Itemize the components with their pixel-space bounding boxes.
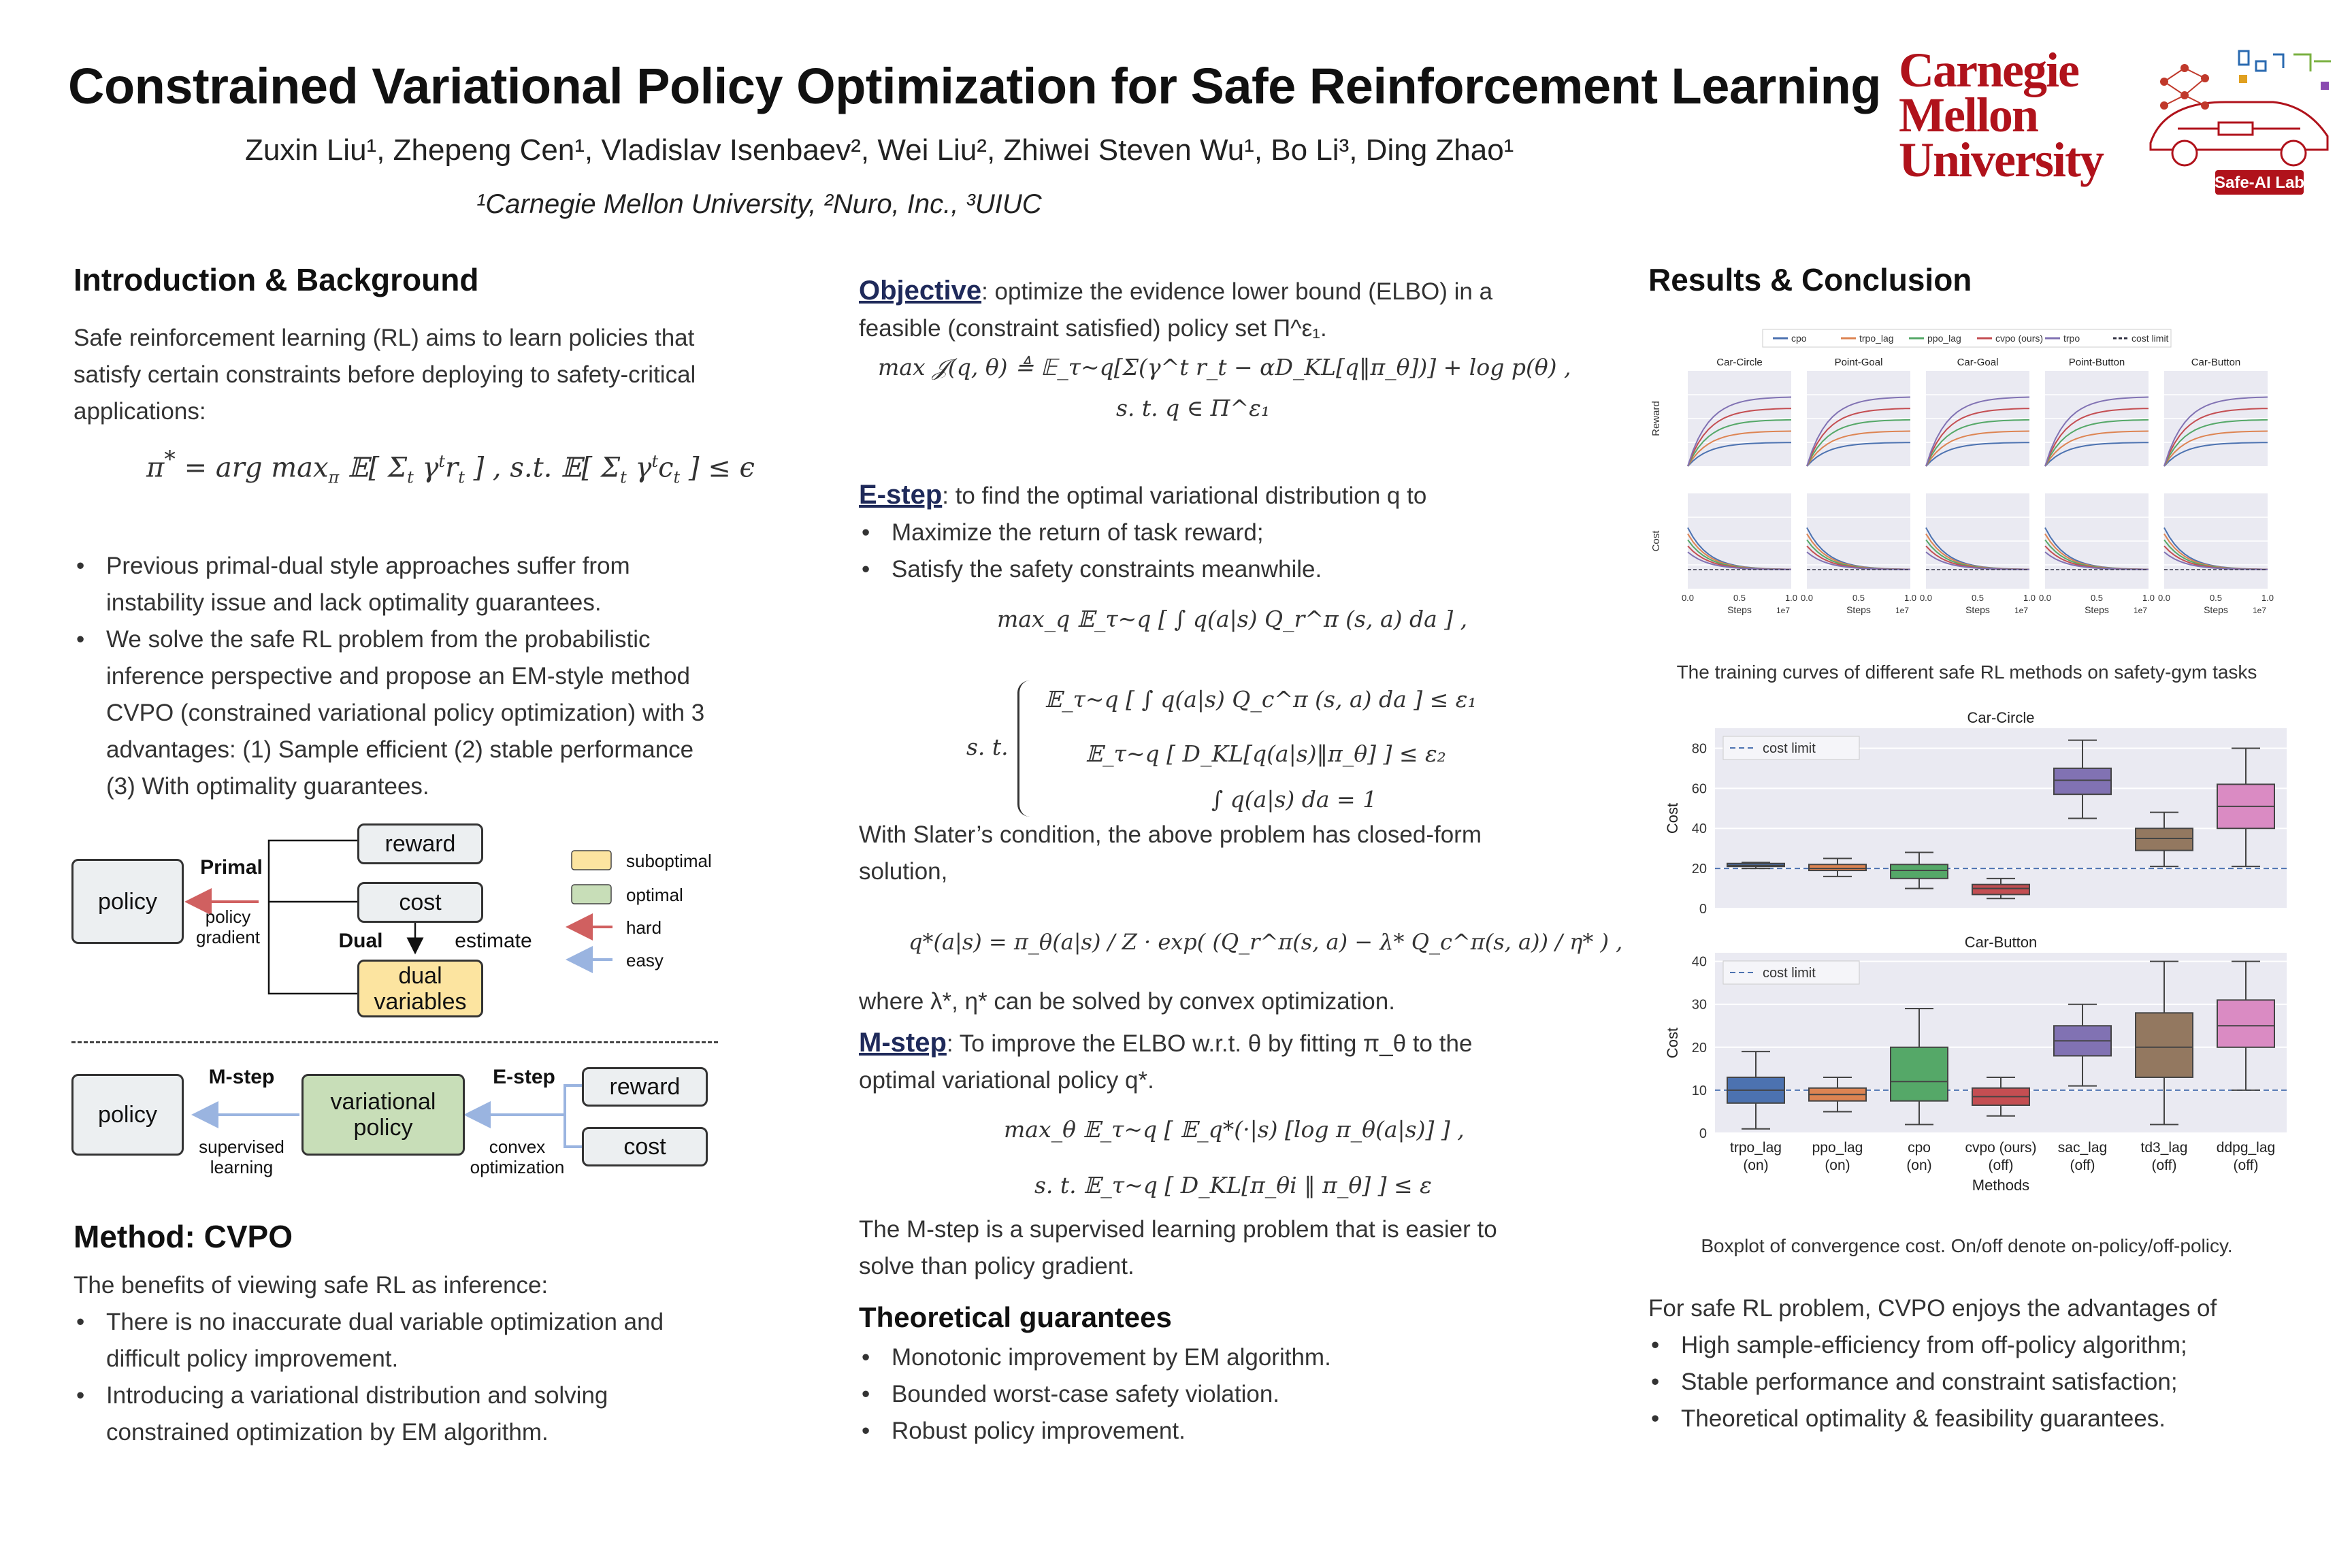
em-diagram [68,1062,735,1191]
y-tick-label: 40 [1691,821,1707,837]
slater-text: With Slater’s condition, the above problem has closed-form solution, [859,821,1482,885]
variational-policy-node: variational policy [301,1074,465,1156]
estimate-label: estimate [455,930,532,952]
x-tick-label: cvpo (ours) [1965,1140,2037,1156]
conclusion-bullet: • Stable performance and constraint satisfaction; [1648,1364,2315,1401]
box [2217,1000,2274,1047]
task-title: Car-Goal [1957,357,1999,368]
objective-eq1: max 𝒥(q, θ) ≜ 𝔼_τ~q[Σ(γ^t r_t − αD_KL[q‖π_θ])] + log p(θ) , [878,354,1571,380]
y-tick-label: 0 [1699,902,1707,917]
box [2136,1013,2193,1077]
objective-text: : optimize the evidence lower bound (ELBO) in a feasible (constraint satisfied) policy set Π^ε₁. [859,278,1493,342]
objective-eq2: s. t. q ∈ Π^ε₁ [1116,395,1271,421]
box [2136,828,2193,850]
x-axis-label: Steps [2204,604,2228,615]
safe-ai-lab-logo [2137,41,2341,197]
intro-paragraph: Safe reinforcement learning (RL) aims to learn policies that satisfy certain constraints before deploying to safety-critical applications: [74,325,696,425]
mstep-label: M-step [208,1066,275,1088]
boxplot-figure [1647,708,2300,1225]
conclusion-bullet: • High sample-efficiency from off-policy algorithm; [1648,1327,2315,1364]
estep-eq4: ∫ q(a|s) da = 1 [1211,786,1377,813]
conclusion-intro: For safe RL problem, CVPO enjoys the advantages of [1648,1295,2217,1322]
mstep-note: The M-step is a supervised learning problem that is easier to solve than policy gradient. [859,1216,1497,1279]
x-tick-label: 0.0 [1800,593,1814,603]
x-tick-label: 0.0 [2038,593,2052,603]
x-tick-label: (off) [1988,1158,2014,1173]
x-tick-label: (off) [2233,1158,2259,1173]
task-title: Point-Button [2068,357,2125,368]
y-tick-label: 30 [1691,997,1707,1013]
estep-brace [1017,681,1038,817]
task-title: Point-Goal [1834,357,1883,368]
estep-bullets [859,514,1512,588]
dual-label: Dual [338,930,383,952]
legend-label: cpo [1791,333,1807,344]
primal-dual-diagram [68,817,735,1041]
x-tick-label: (on) [1743,1158,1769,1173]
dual-variables-node: dual variables [357,960,483,1017]
x-axis-label: Methods [1972,1177,2030,1194]
x-tick-label: (on) [1825,1158,1850,1173]
method-bullets [74,1304,727,1451]
theory-bullets [859,1339,1512,1450]
x-tick-label: 0.5 [2090,593,2104,603]
convex-text: where λ*, η* can be solved by convex optimization. [859,988,1395,1015]
intro-bullet: • We solve the safe RL problem from the probabilistic inference perspective and propose an EM-style method CVPO (constrained variational policy optimization) with 3 advantages: (1) Sample efficient (2) stable performance (3) With optimality guarantees. [74,621,727,805]
box [1891,1047,1948,1101]
x-tick-label: 1.0 [2023,593,2036,603]
estep-keyword: E-step [859,480,943,510]
intro-heading: Introduction & Background [74,262,479,297]
box [2054,768,2111,794]
objective-block [859,272,1512,347]
y-tick-label: 0 [1699,1126,1707,1141]
policy-node: policy [71,859,184,944]
legend-label: trpo_lag [1859,333,1894,344]
x-tick-label: 0.0 [1681,593,1695,603]
legend-label: cost limit [1763,741,1816,756]
y-axis-label: Cost [1664,1027,1681,1059]
y-axis-label-cost: Cost [1650,530,1662,552]
x-tick-label: trpo_lag [1730,1140,1782,1156]
legend-optimal: optimal [626,885,683,905]
x-tick-label: 1.0 [2142,593,2155,603]
mstep-eq1: max_θ 𝔼_τ~q [ 𝔼_q*(·|s) [log π_θ(a|s)] ] , [1004,1116,1465,1143]
box [1891,864,1948,879]
em-policy-node: policy [71,1074,184,1156]
estep-block [859,476,1512,514]
method-bullet: • Introducing a variational distribution and solving constrained optimization by EM algorithm. [74,1377,727,1451]
boxplot-title: Car-Button [1964,934,2038,951]
conclusion-bullet: • Theoretical optimality & feasibility guarantees. [1648,1401,2315,1437]
x-tick-label: 0.5 [1733,593,1746,603]
theory-bullet: • Monotonic improvement by EM algorithm. [859,1339,1512,1376]
x-axis-label: Steps [1965,604,1990,615]
estep-eq1: max_q 𝔼_τ~q [ ∫ q(a|s) Q_r^π (s, a) da ] , [997,606,1468,632]
intro-bullets [74,548,727,805]
x-tick-label: td3_lag [2140,1140,2188,1156]
y-tick-label: 60 [1691,781,1707,797]
boxplot-caption: Boxplot of convergence cost. On/off denote on-policy/off-policy. [1701,1235,2233,1256]
x-tick-label: 0.5 [1852,593,1865,603]
policy-gradient-label: policy gradient [196,906,260,947]
objective-keyword: Objective [859,276,982,306]
legend-label: trpo [2063,333,2080,344]
boxplot-title: Car-Circle [1967,709,2035,726]
y-axis-label: Cost [1664,802,1681,834]
legend-suboptimal: suboptimal [626,851,712,871]
y-tick-label: 20 [1691,862,1707,877]
author-list: Zuxin Liu¹, Zhepeng Cen¹, Vladislav Isenbaev², Wei Liu², Zhiwei Steven Wu¹, Bo Li³, Ding Zhao¹ [245,133,1514,167]
legend-label: cost limit [1763,966,1816,981]
em-cost-node: cost [582,1127,708,1166]
legend-label: cost limit [2132,333,2169,344]
curves-legend [1763,329,2171,347]
x-tick-label: (off) [2151,1158,2177,1173]
legend-label: cvpo (ours) [1995,333,2044,344]
estep-eq2: 𝔼_τ~q [ ∫ q(a|s) Q_c^π (s, a) da ] ≤ ε₁ [1045,686,1477,713]
svg-text:Safe-AI Lab: Safe-AI Lab [2214,174,2305,192]
box [1809,864,1866,870]
affiliations: ¹Carnegie Mellon University, ²Nuro, Inc., ³UIUC [476,189,1042,219]
x-axis-label: Steps [2085,604,2109,615]
x-tick-label: ddpg_lag [2216,1140,2276,1156]
x-tick-label: 1.0 [1904,593,1917,603]
x-axis-label: Steps [1727,604,1752,615]
em-reward-node: reward [582,1067,708,1107]
task-title: Car-Circle [1716,357,1763,368]
curves-caption: The training curves of different safe RL methods on safety-gym tasks [1676,662,2257,683]
theory-heading: Theoretical guarantees [859,1301,1172,1333]
results-heading: Results & Conclusion [1648,262,1972,297]
estep-label: E-step [493,1066,555,1088]
method-bullet: • There is no inaccurate dual variable optimization and difficult policy improvement. [74,1304,727,1377]
conclusion-bullets [1648,1327,2315,1437]
x-scale-note: 1e7 [2252,606,2266,615]
x-tick-label: sac_lag [2057,1140,2108,1156]
convex-optimization-label: convex optimization [470,1137,565,1177]
x-tick-label: (on) [1906,1158,1932,1173]
cost-node: cost [357,882,483,923]
legend-label: ppo_lag [1927,333,1961,344]
method-paragraph: The benefits of viewing safe RL as inference: [74,1272,549,1298]
cmu-logo: Carnegie Mellon University [1899,43,2103,187]
estep-st: s. t. [966,734,1009,760]
training-curves-figure [1647,327,2287,653]
diagram-divider [71,1041,718,1043]
intro-equation: π* = arg $\max_\pi$ 𝔼[ $\Sigma_t$ $\gamma^tr_t$ ] , s.t. 𝔼[ $\Sigma_t$ $\gamma^tc_t$ ] ≤ ϵ [146,446,755,487]
task-title: Car-Button [2191,357,2241,368]
x-axis-label: Steps [1846,604,1871,615]
x-tick-label: 1.0 [1784,593,1798,603]
y-tick-label: 40 [1691,954,1707,970]
x-tick-label: 0.5 [1971,593,1984,603]
estep-bullet: • Satisfy the safety constraints meanwhile. [859,551,1512,588]
y-tick-label: 20 [1691,1040,1707,1056]
x-tick-label: 0.0 [1919,593,1933,603]
theory-bullet: • Robust policy improvement. [859,1413,1512,1450]
estep-bullet: • Maximize the return of task reward; [859,514,1512,551]
mstep-text: : To improve the ELBO w.r.t. θ by fitting π_θ to the optimal variational policy q*. [859,1030,1473,1094]
x-tick-label: 0.0 [2157,593,2171,603]
estep-text: : to find the optimal variational distribution q to [942,483,1427,509]
theory-bullet: • Bounded worst-case safety violation. [859,1376,1512,1413]
estep-eq3: 𝔼_τ~q [ D_KL[q(a|s)‖π_θ] ] ≤ ε₂ [1085,740,1446,767]
method-heading: Method: CVPO [74,1219,293,1254]
primal-label: Primal [200,856,263,879]
poster-title: Constrained Variational Policy Optimization for Safe Reinforcement Learning [68,58,1882,114]
x-tick-label: ppo_lag [1812,1140,1863,1156]
y-tick-label: 80 [1691,741,1707,757]
reward-node: reward [357,823,483,864]
mstep-block [859,1024,1512,1099]
legend-hard: hard [626,917,662,938]
box [1972,885,2029,895]
mstep-eq2: s. t. 𝔼_τ~q [ D_KL[π_θi ‖ π_θ] ] ≤ ε [1034,1172,1432,1198]
intro-bullet: • Previous primal-dual style approaches suffer from instability issue and lack optimality guarantees. [74,548,727,621]
y-tick-label: 10 [1691,1083,1707,1098]
y-axis-label-reward: Reward [1650,401,1662,436]
legend-frame [1763,329,2171,347]
x-scale-note: 1e7 [2133,606,2147,615]
x-tick-label: 1.0 [2261,593,2274,603]
x-tick-label: 0.5 [2209,593,2223,603]
x-tick-label: cpo [1908,1140,1931,1156]
legend-easy: easy [626,950,664,970]
x-scale-note: 1e7 [2014,606,2028,615]
x-tick-label: (off) [2070,1158,2095,1173]
qstar-equation: q*(a|s) = π_θ(a|s) / Z · exp( (Q_r^π(s, a) − λ* Q_c^π(s, a)) / η* ) , [909,929,1623,955]
mstep-keyword: M-step [859,1028,947,1058]
supervised-learning-label: supervised learning [199,1137,284,1177]
x-scale-note: 1e7 [1776,606,1790,615]
x-scale-note: 1e7 [1895,606,1909,615]
